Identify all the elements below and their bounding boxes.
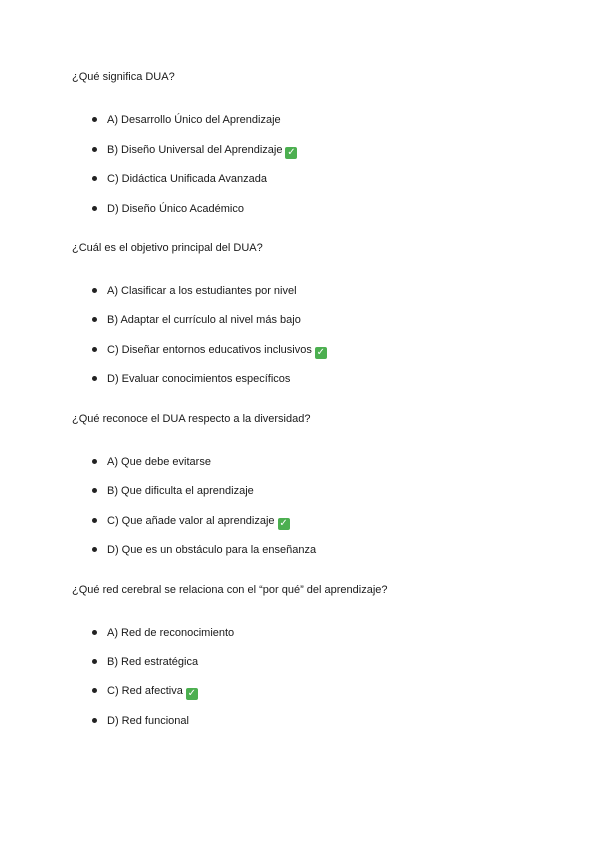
bullet-icon: [92, 147, 97, 152]
question-1: ¿Qué significa DUA?: [72, 71, 175, 83]
option-text: D) Evaluar conocimientos específicos: [107, 373, 291, 385]
bullet-icon: [92, 688, 97, 693]
bullet-icon: [92, 630, 97, 635]
bullet-icon: [92, 206, 97, 211]
bullet-icon: [92, 347, 97, 352]
option-text: C) Didáctica Unificada Avanzada: [107, 173, 267, 185]
option-text: D) Diseño Único Académico: [107, 203, 244, 215]
bullet-icon: [92, 176, 97, 181]
bullet-icon: [92, 317, 97, 322]
option-text: B) Que dificulta el aprendizaje: [107, 485, 254, 497]
option-text: A) Red de reconocimiento: [107, 627, 235, 639]
question-2: ¿Cuál es el objetivo principal del DUA?: [72, 242, 263, 254]
bullet-icon: [92, 659, 97, 664]
option-text: A) Que debe evitarse: [107, 456, 211, 468]
bullet-icon: [92, 488, 97, 493]
check-mark-icon: ✓: [187, 688, 196, 699]
option-text: A) Clasificar a los estudiantes por nivel: [107, 285, 297, 297]
option-text: C) Red afectiva ✓: [107, 685, 196, 699]
bullet-icon: [92, 288, 97, 293]
check-mark-icon: ✓: [316, 347, 326, 358]
bullet-icon: [92, 376, 97, 381]
option-text: B) Red estratégica: [107, 656, 199, 668]
option-text: D) Que es un obstáculo para la enseñanza: [107, 544, 317, 556]
option-text: B) Adaptar el currículo al nivel más bajo: [107, 314, 301, 326]
bullet-icon: [92, 547, 97, 552]
check-mark-icon: ✓: [279, 518, 288, 529]
option-text: D) Red funcional: [107, 715, 189, 727]
option-text: C) Que añade valor al aprendizaje ✓: [107, 515, 288, 529]
option-text: A) Desarrollo Único del Aprendizaje: [107, 114, 281, 126]
option-text: B) Diseño Universal del Aprendizaje ✓: [107, 144, 296, 158]
question-4: ¿Qué red cerebral se relaciona con el “por qué” del aprendizaje?: [72, 584, 388, 596]
bullet-icon: [92, 117, 97, 122]
check-mark-icon: ✓: [287, 147, 296, 158]
option-text: C) Diseñar entornos educativos inclusivos ✓: [107, 344, 326, 358]
bullet-icon: [92, 518, 97, 523]
bullet-icon: [92, 718, 97, 723]
question-3: ¿Qué reconoce el DUA respecto a la diversidad?: [72, 413, 311, 425]
bullet-icon: [92, 459, 97, 464]
